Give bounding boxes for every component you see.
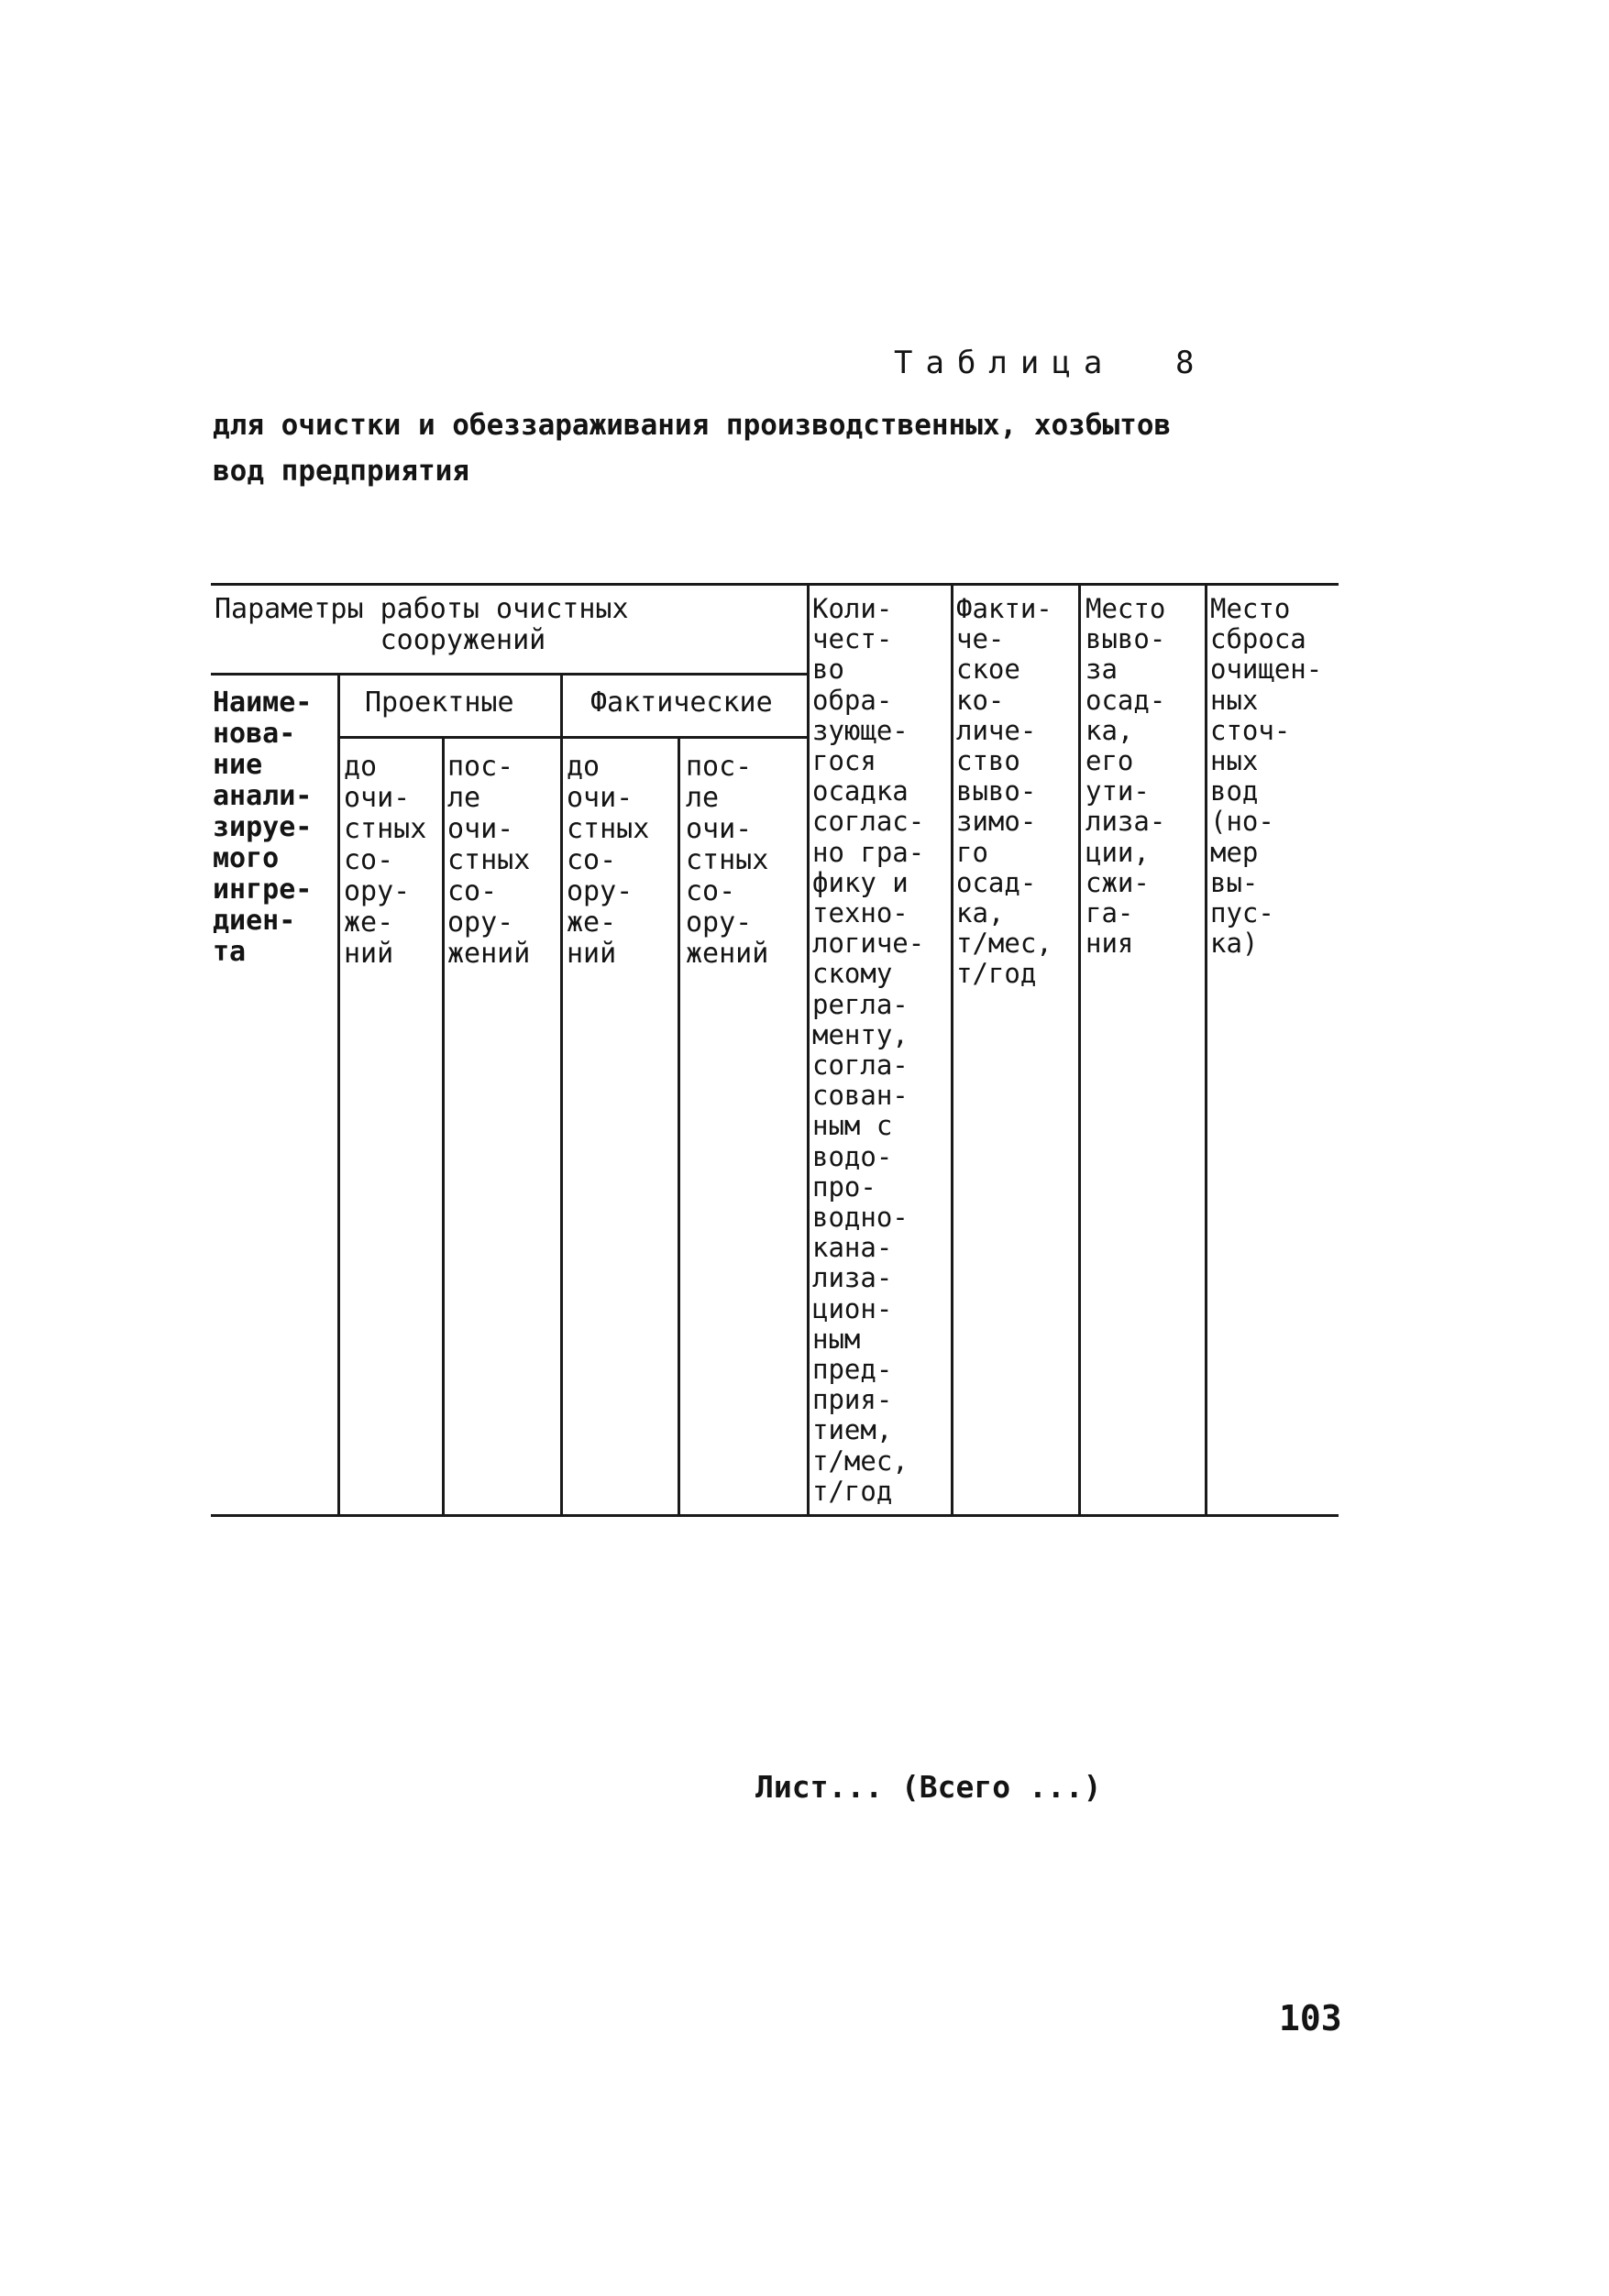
header-ingredient-name: Наиме- нова- ние анали- зируе- мого ингре- диен- та (213, 687, 313, 968)
subgroup-header-rule (339, 736, 809, 739)
header-discharge-place: Место сброса очищен- ных сточ- ных вод (но- мер вы- пус- ка) (1210, 593, 1323, 960)
table-subtitle-line-1: для очистки и обеззараживания производственных, хозбытов (213, 409, 1172, 442)
table-title-number: 8 (1175, 345, 1195, 381)
header-actual-removed-amount: Факти- че- ское ко- личе- ство выво- зимо- го осад- ка, т/мес, т/год (956, 593, 1052, 990)
rule-after-disposal-place (1205, 585, 1207, 1515)
table-top-rule (211, 583, 1339, 586)
header-sludge-amount: Коли- чест- во обра- зующе- гося осадка соглас- но гра- фику и техно- логиче- скому регла- менту, согла- сован- ным с водо- про- водно- кана- лиза- цион- ным пред- прия- тием, т/мес, т/год (812, 593, 925, 1507)
header-design-before: до очи- стных со- ору- же- ний (344, 751, 427, 970)
header-actual-after: пос- ле очи- стных со- ору- жений (686, 751, 769, 970)
header-design-after: пос- ле очи- стных со- ору- жений (447, 751, 531, 970)
table-bottom-rule (211, 1514, 1339, 1517)
table-subtitle-line-2: вод предприятия (213, 455, 469, 488)
rule-design-split (442, 738, 445, 1515)
header-actual: Фактические (590, 687, 773, 719)
header-design: Проектные (365, 687, 514, 719)
rule-after-sludge-amount (951, 585, 953, 1515)
page-number: 103 (1279, 1998, 1342, 2038)
rule-design-actual (560, 675, 563, 1515)
header-sludge-disposal-place: Место выво- за осад- ка, его ути- лиза- ции, сжи- га- ния (1086, 593, 1166, 960)
header-actual-before: до очи- стных со- ору- же- ний (567, 751, 650, 970)
table-title-label: Таблица (894, 345, 1116, 381)
group-header-rule (211, 673, 809, 676)
rule-after-actual-removed (1078, 585, 1081, 1515)
rule-actual-split (678, 738, 680, 1515)
sheet-counter: Лист... (Всего ...) (755, 1769, 1102, 1805)
rule-after-params (807, 585, 810, 1515)
rule-after-ingredient (337, 675, 340, 1515)
header-operation-parameters: Параметры работы очистных сооружений (215, 593, 629, 656)
